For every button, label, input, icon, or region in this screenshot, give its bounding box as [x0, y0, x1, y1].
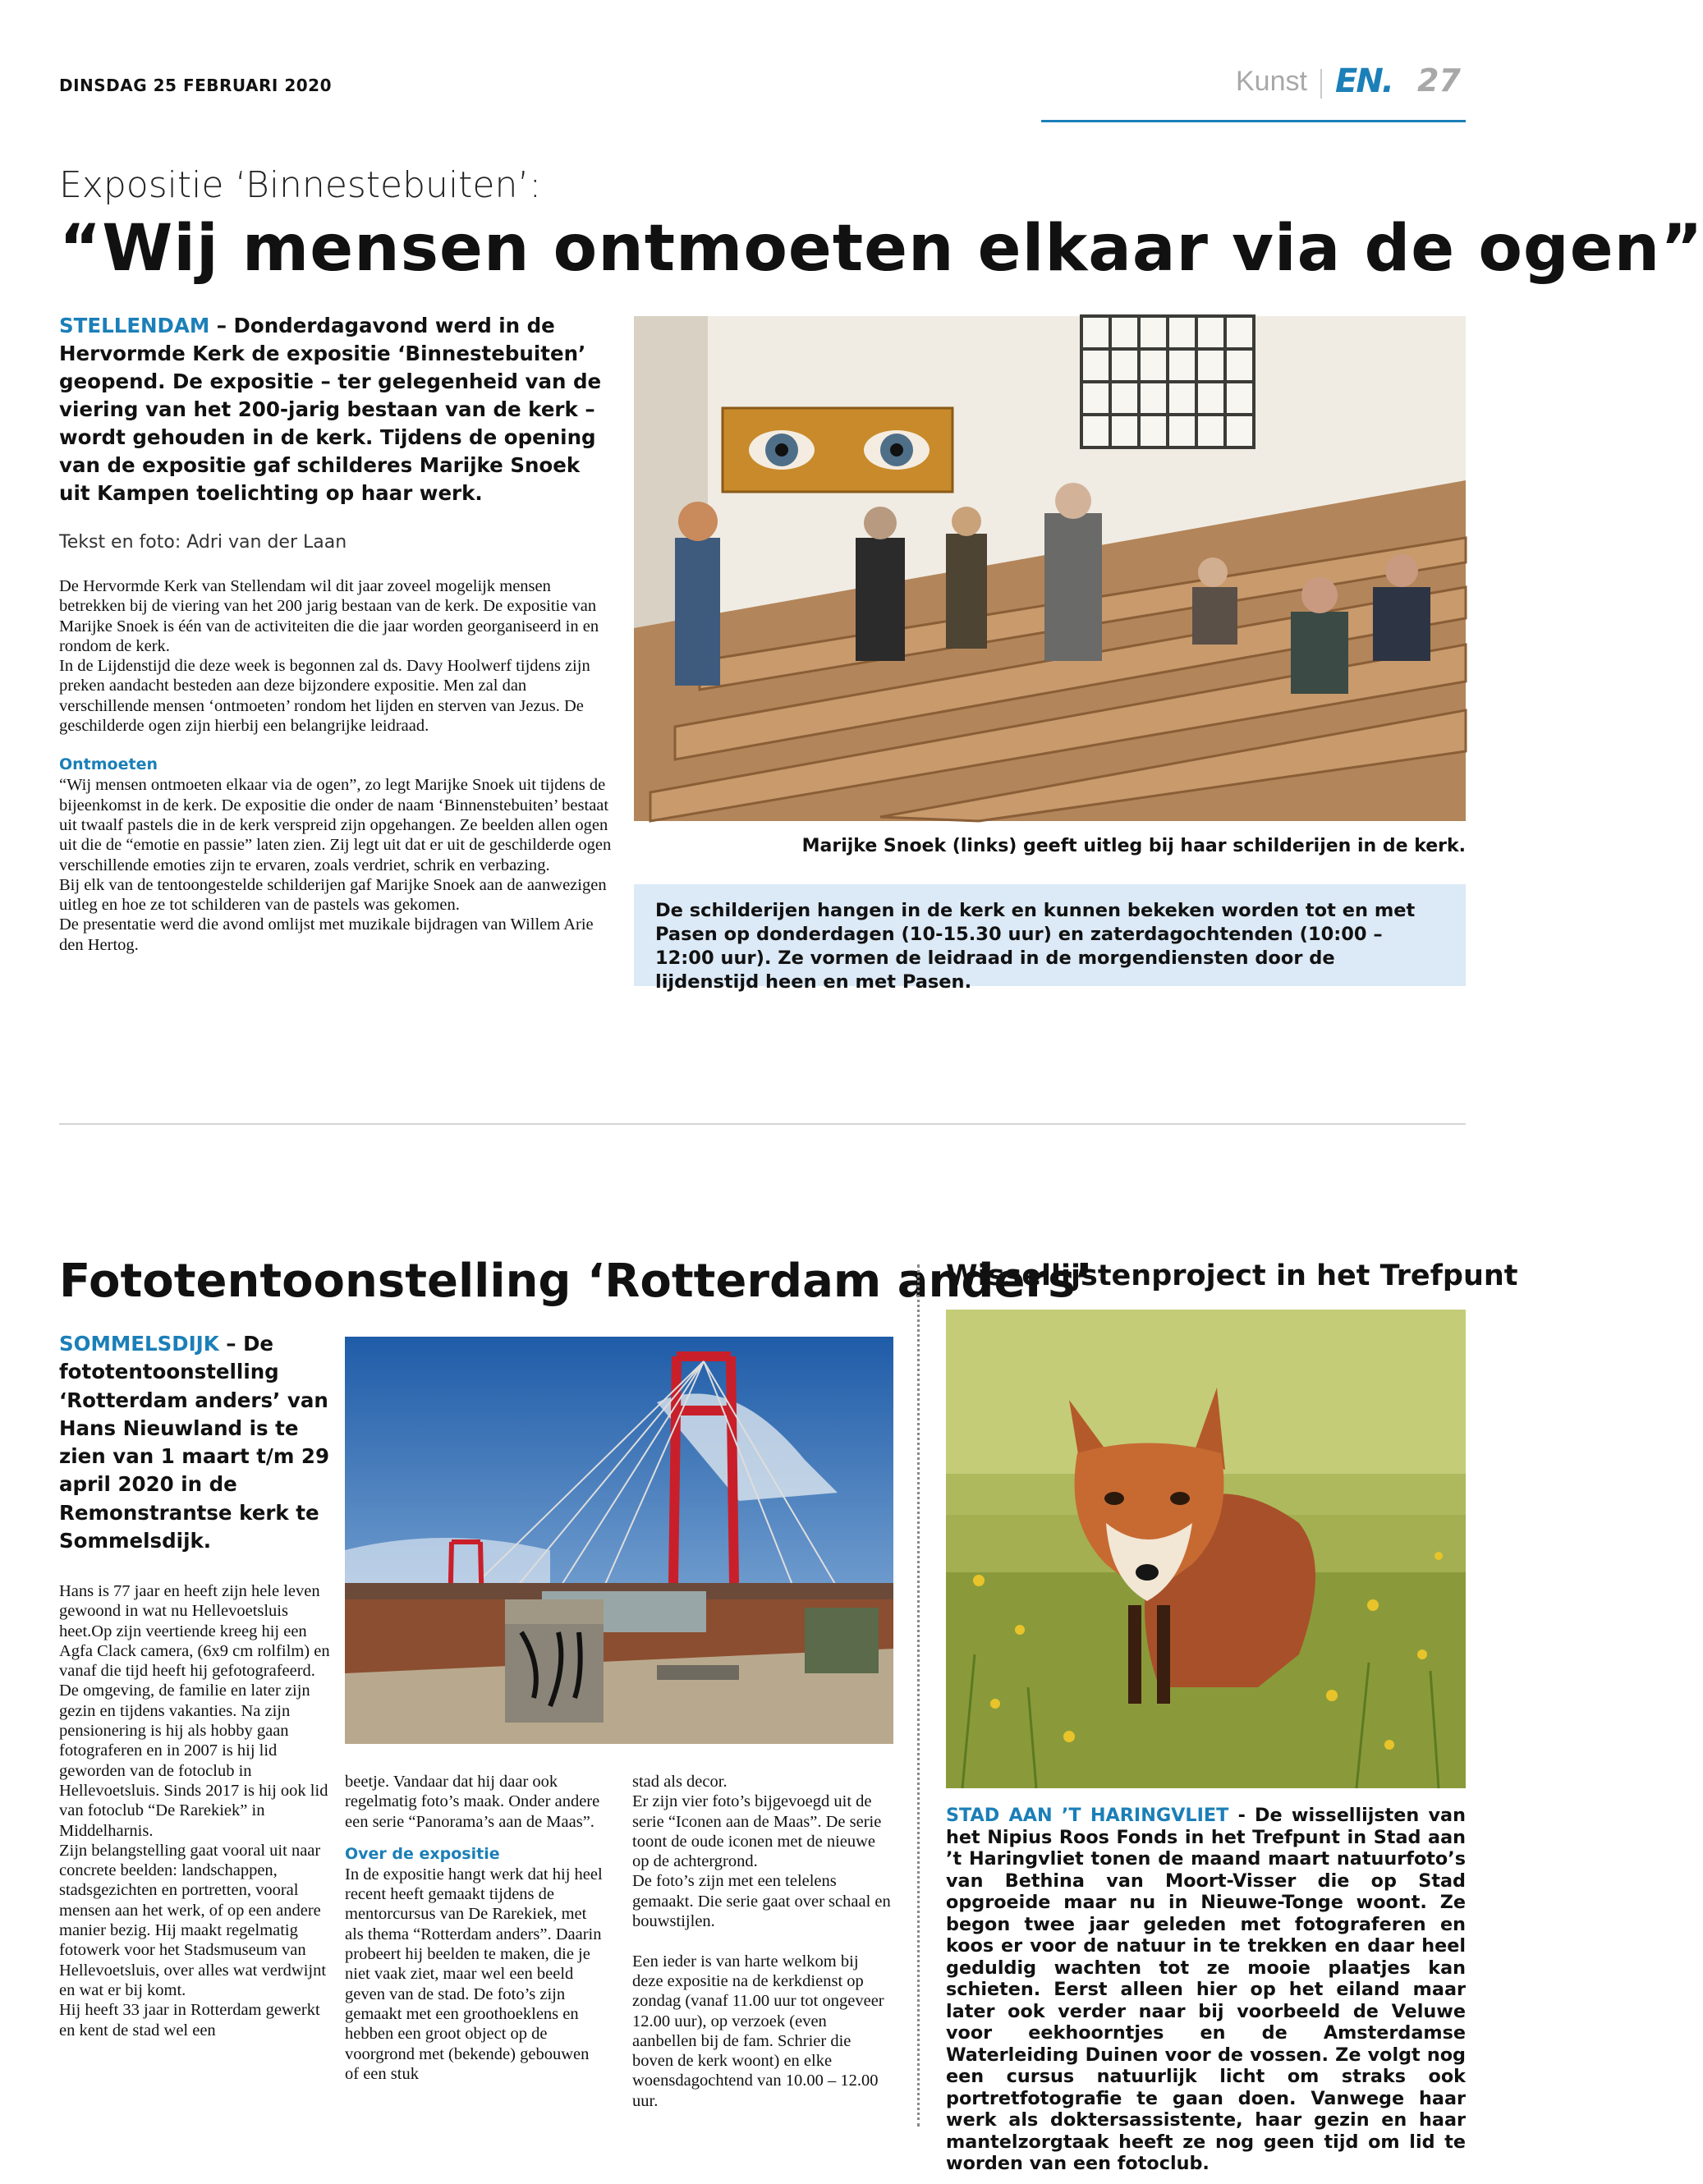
church-exhibition-photo [634, 316, 1466, 821]
article3-headline: Wissellijstenproject in het Trefpunt [946, 1259, 1518, 1292]
publication-logo: EN. [1335, 62, 1393, 100]
article1-body [59, 576, 614, 955]
page-number: 27 [1417, 62, 1461, 99]
article3-dateline: STAD AAN ’T HARINGVLIET [946, 1805, 1229, 1826]
article1-headline: “Wij mensen ontmoeten elkaar via de ogen” [59, 212, 1703, 286]
article2-column-2-rest: In de expositie hangt werk dat hij heel recent heeft gemaakt tijdens de mentorcursus van De Rarekiek, met als thema “Rotterdam anders”. Daarin probeert hij beelden te maken, die je niet vaak ziet, maar wel een beeld geven van de stad. De foto’s zijn gemaakt met een groothoeklens en hebben een groot object op de voorgrond met (bekende) gebouwen of een stuk [345, 1865, 603, 2083]
article2-subhead: Over de expositie [345, 1844, 500, 1863]
column-dotted-separator [917, 1264, 920, 2127]
article3-body [946, 1805, 1466, 2175]
section-divider [59, 1123, 1466, 1125]
article2-lead [59, 1330, 330, 1555]
article1-credit: Tekst en foto: Adri van der Laan [59, 532, 347, 553]
article2-column-3: stad als decor. Er zijn vier foto’s bijgevoegd uit de serie “Iconen aan de Maas”. De serie toont de oude iconen met de nieuwe op de achtergrond. De foto’s zijn met een telelens gemaakt. Die serie gaat over schaal en bouwstijlen. Een ieder is van harte welkom bij deze expositie na de kerkdienst op zondag (vanaf 11.00 uur tot ongeveer 12.00 uur), op verzoek (even aanbellen bij de fam. Schrier die boven de kerk woont) en elke woensdagochtend van 10.00 – 12.00 uur. [632, 1773, 891, 2110]
article2-column-2-top: beetje. Vandaar dat hij daar ook regelmatig foto’s maak. Onder andere een serie “Panorama’s aan de Maas”. [345, 1773, 600, 1831]
article2-column-2 [345, 1772, 606, 2084]
article1-subhead: Ontmoeten [59, 755, 158, 774]
article1-dateline: STELLENDAM [59, 314, 210, 337]
article2-lead-text: – De fototentoonstelling ‘Rotterdam anders’ van Hans Nieuwland is te zien van 1 maart t/m 29 april 2020 in de Remonstrantse kerk te Sommelsdijk. [59, 1332, 330, 1553]
rotterdam-bridge-photo [345, 1337, 893, 1744]
article1-lead-text: – Donderdagavond werd in de Hervormde Kerk de expositie ‘Binnestebuiten’ geopend. De expositie – ter gelegenheid van de viering van het 200-jarig bestaan van de kerk – wordt gehouden in de kerk. Tijdens de opening van de expositie gaf schilderes Marijke Snoek uit Kampen toelichting op haar werk. [59, 314, 602, 505]
article1-body-intro: De Hervormde Kerk van Stellendam wil dit jaar zoveel mogelijk mensen betrekken bij de viering van het 200 jarig bestaan van de kerk. De expositie van Marijke Snoek is één van de activiteiten die die jaar worden georganiseerd in en rondom de kerk. In de Lijdenstijd die deze week is begonnen zal ds. Davy Hoolwerf tijdens zijn preken aandacht besteden aan deze bijzondere expositie. Men zal dan verschillende mensen ‘ontmoeten’ rondom het lijden en sterven van Jezus. De geschilderde ogen zijn hierbij een belangrijke leidraad. [59, 577, 599, 736]
article1-kicker: Expositie ‘Binnestebuiten’: [59, 164, 542, 206]
article1-lead [59, 312, 609, 507]
article3-body-text: - De wissellijsten van het Nipius Roos Fonds in het Trefpunt in Stad aan ’t Haringvliet tonen de maand maart natuurfoto’s van Bethina van Moort-Visser die op Stad opgroeide maar nu in Nieuwe-Tonge woont. Ze begon twee jaar geleden met fotograferen en koos er voor de natuur in te trekken en daar heel geduldig wachten tot ze mooie plaatjes kan schieten. Eerst alleen hier op het eiland maar later ook verder naar bij voorbeeld de Veluwe voor eekhoorntjes en de Amsterdamse Waterleiding Duinen voor de vossen. Ze volgt nog een cursus natuurlijk licht om straks ook portretfotografie te gaan doen. Vanwege haar werk als doktersassistente, haar gezin en haar mantelzorgtaak heeft ze nog geen tijd om lid te worden van een fotoclub. [946, 1805, 1466, 2174]
fox-photo [946, 1310, 1466, 1788]
article2-headline: Fototentoonstelling ‘Rotterdam anders’ [59, 1255, 1093, 1308]
info-box: De schilderijen hangen in de kerk en kunnen bekeken worden tot en met Pasen op donderdagen (10-15.30 uur) en zaterdagochtenden (10:00 – 12:00 uur). Ze vormen de leidraad in de morgendiensten door de lijdenstijd heen en met Pasen. [634, 884, 1466, 986]
article2-column-1: Hans is 77 jaar en heeft zijn hele leven gewoond in wat nu Hellevoetsluis heet.Op zijn veertiende kreeg hij een Agfa Clack camera, (6x9 cm rolfilm) en vanaf die tijd heeft hij gefotografeerd. De omgeving, de familie en later zijn gezin en tijdens vakanties. Na zijn pensionering is hij als hobby gaan fotograferen en in 2007 is hij lid geworden van de fotoclub in Hellevoetsluis. Sinds 2017 is hij ook lid van fotoclub “De Rarekiek” in Middelharnis. Zijn belangstelling gaat vooral uit naar concrete beelden: landschappen, stadsgezichten en portretten, vooral mensen aan het werk, of op een andere manier bezig. Hij maakt regelmatig fotowerk voor het Stadsmuseum van Hellevoetsluis, over alles wat verdwijnt en wat er bij komt. Hij heeft 33 jaar in Rotterdam gewerkt en kent de stad wel een [59, 1582, 330, 2039]
header-rule [1041, 120, 1466, 122]
article2-dateline: SOMMELSDIJK [59, 1332, 219, 1356]
header-date: DINSDAG 25 FEBRUARI 2020 [59, 76, 332, 95]
section-name: Kunst [1236, 66, 1307, 97]
article1-body-rest: “Wij mensen ontmoeten elkaar via de ogen”, zo legt Marijke Snoek uit tijdens de bijeenkomst in de kerk. De expositie die onder de naam ‘Binnenstebuiten’ bestaat uit twaalf pastels die in de kerk verspreid zijn opgehangen. Ze beelden allen ogen uit die de “emotie en passie” laten zien. Zij legt uit dat er uit de geschilderde ogen verschillende emoties zijn te ervaren, zoals verdriet, schrik en verbazing. Bij elk van de tentoongestelde schilderijen gaf Marijke Snoek aan de aanwezigen uitleg en hoe ze tot schilderen van de pastels was gekomen. De presentatie werd die avond omlijst met muzikale bijdragen van Willem Arie den Hertog. [59, 776, 612, 954]
header-separator [1320, 69, 1322, 99]
photo-caption: Marijke Snoek (links) geeft uitleg bij haar schilderijen in de kerk. [801, 836, 1466, 856]
